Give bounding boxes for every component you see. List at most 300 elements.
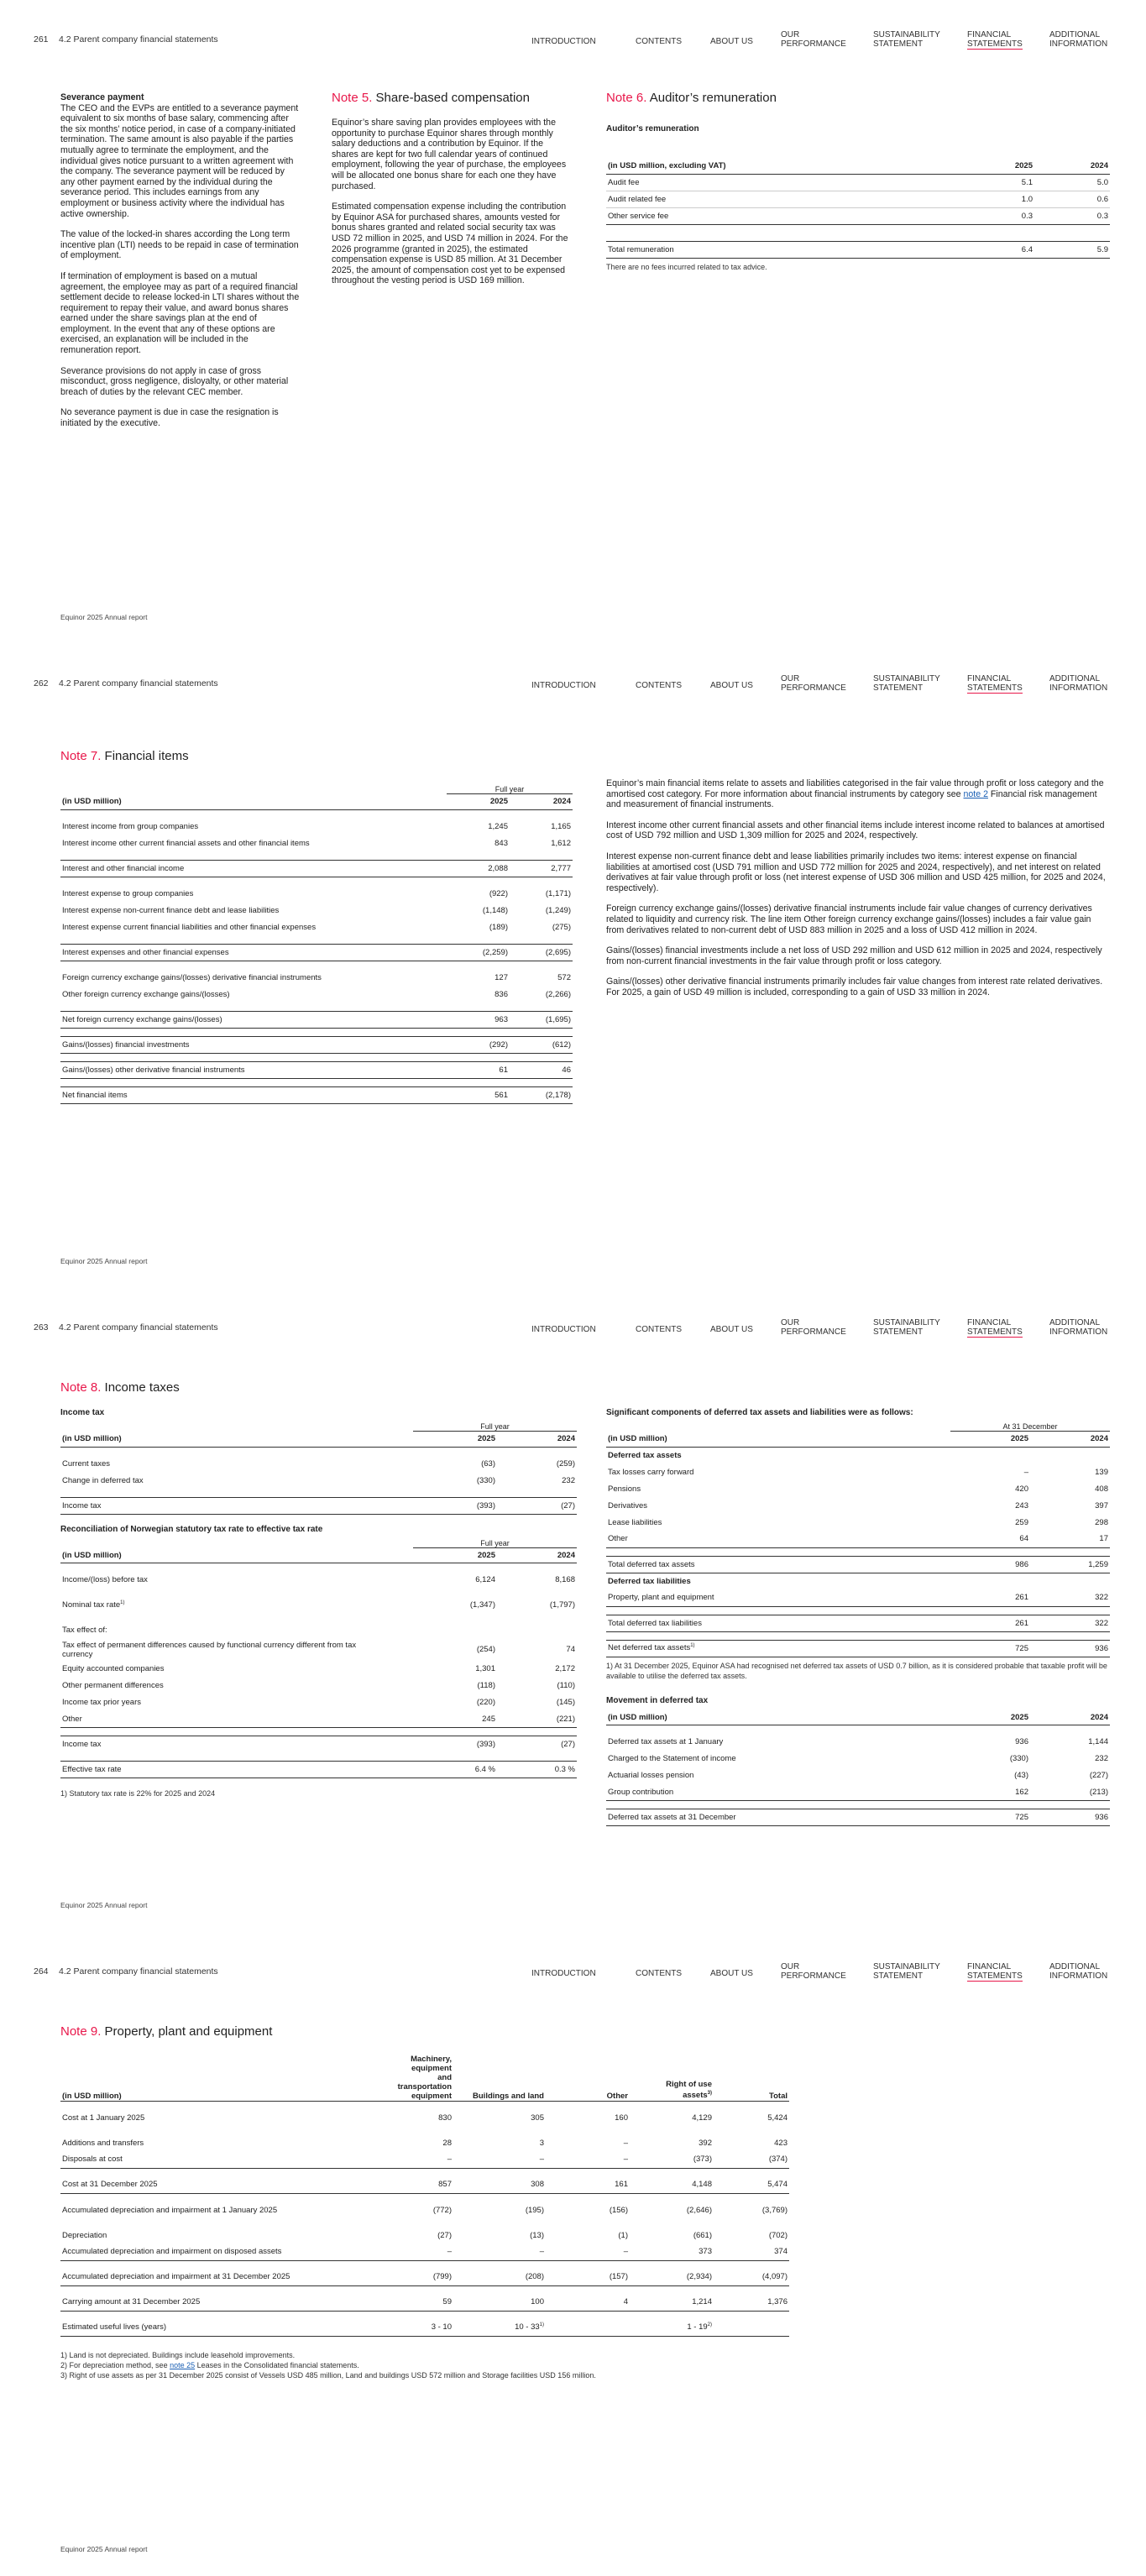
table-row <box>60 1572 577 1589</box>
table-row <box>60 2244 789 2260</box>
cell-text: 308 <box>531 2180 544 2190</box>
table-title: Reconciliation of Norwegian statutory tax rate to effective tax rate <box>60 1524 323 1534</box>
cell <box>60 2319 395 2336</box>
cell: 64 <box>1019 1534 1028 1544</box>
cell-text: Carrying amount at 31 December 2025 <box>62 2297 201 2307</box>
paragraph: Equinor’s share saving plan provides employees with the opportunity to purchase Equinor shares through monthly salary deductions and a contribution by Equinor. If the shares are kept for two full calendar years of continued employment, following the year of purchase, the employees will be allocated one bonus share for each one they have purchased. <box>332 118 567 191</box>
nav-our-performance[interactable]: OUR PERFORMANCE <box>781 674 846 693</box>
cell-text: 160 <box>615 2113 628 2123</box>
nav-contents[interactable]: CONTENTS <box>636 681 682 690</box>
cell <box>60 2134 395 2151</box>
cell <box>395 2202 453 2218</box>
cell: (110) <box>557 1681 575 1690</box>
cell-text: Additions and transfers <box>62 2138 144 2148</box>
table-row <box>60 2227 789 2244</box>
cell: Actuarial losses pension <box>608 1771 694 1780</box>
cell <box>714 2244 789 2260</box>
cell-text: (195) <box>525 2205 544 2215</box>
nav-about-us[interactable]: ABOUT US <box>710 1325 753 1334</box>
cell: Charged to the Statement of income <box>608 1754 736 1763</box>
cell: Foreign currency exchange gains/(losses) derivative financial instruments <box>62 972 322 982</box>
table-row <box>60 902 573 919</box>
nav-introduction[interactable]: INTRODUCTION <box>531 681 596 690</box>
footnote: 1) At 31 December 2025, Equinor ASA had recognised net deferred tax assets of USD 0.7 billion, as it is considered probable that taxable profit will be available to utilise the deferred tax assets. <box>606 1661 1107 1680</box>
cell: Gains/(losses) financial investments <box>60 1036 447 1053</box>
cell <box>546 2269 630 2285</box>
page-number: 264 <box>34 1966 49 1977</box>
cell: 298 <box>1095 1517 1108 1527</box>
total-row <box>60 1061 573 1078</box>
cell: 2,777 <box>510 860 573 877</box>
cell: 245 <box>482 1714 495 1724</box>
cell: (330) <box>476 1475 495 1485</box>
cell: (254) <box>476 1645 495 1654</box>
cell: (1,797) <box>549 1600 575 1610</box>
page-262 <box>0 644 1146 1288</box>
severance-heading: Severance payment <box>60 92 144 102</box>
cell-text: – <box>447 2155 452 2165</box>
table-row <box>606 1514 1110 1531</box>
cell: 139 <box>1095 1467 1108 1477</box>
cell: 46 <box>510 1061 573 1078</box>
cell <box>453 2319 546 2336</box>
nav-additional-information[interactable]: ADDITIONAL INFORMATION <box>1049 30 1108 49</box>
cell: 232 <box>1095 1754 1108 1763</box>
cell: Total deferred tax assets <box>606 1556 950 1573</box>
total-row <box>60 1011 573 1028</box>
page-number: 262 <box>34 678 49 689</box>
note6-title <box>606 91 777 105</box>
cell-text: (702) <box>768 2230 788 2240</box>
paragraph: Severance provisions do not apply in case of gross misconduct, gross negligence, disloyalty, or other material breach of duties by the relevant CEC member. <box>60 365 289 397</box>
cell: 6.4 <box>959 241 1034 258</box>
cell: (922) <box>489 888 508 898</box>
table-row <box>60 986 573 1003</box>
cell-text: Net deferred tax assets <box>608 1643 691 1653</box>
cell: (27) <box>497 1736 577 1753</box>
severance-section <box>60 92 300 439</box>
paragraph: The value of the locked-in shares according the Long term incentive plan (LTI) needs to be repaid in case of termination of employment. <box>60 229 299 261</box>
movement-table <box>606 1710 1110 1827</box>
cell: Equity accounted companies <box>62 1664 165 1673</box>
paragraph <box>606 778 1110 810</box>
cell: 74 <box>566 1645 575 1654</box>
header-cell: 2025 <box>413 1548 497 1563</box>
header-cell: 2025 <box>959 159 1034 174</box>
cell <box>453 2227 546 2244</box>
header-cell: 2025 <box>950 1710 1030 1725</box>
cell: (1,695) <box>510 1011 573 1028</box>
cell <box>453 2244 546 2260</box>
note-link[interactable]: note 25 <box>170 2360 196 2369</box>
cell <box>546 2294 630 2311</box>
cell: 397 <box>1095 1500 1108 1511</box>
cell <box>395 2151 453 2168</box>
table-row <box>606 1531 1110 1547</box>
cell: 1,245 <box>488 821 508 831</box>
cell-text: – <box>447 2247 452 2257</box>
cell: Income tax <box>60 1497 413 1514</box>
cell: 2,088 <box>447 860 510 877</box>
cell: 243 <box>1015 1500 1028 1511</box>
text: Equinor’s main financial items relate to assets and liabilities categorised in the fair value through profit or loss category and the amortised cost category. For more information about financial instruments by category see <box>606 778 1104 799</box>
section-title[interactable]: 4.2 Parent company financial statements <box>59 678 218 689</box>
page-footer: Equinor 2025 Annual report <box>60 1257 148 1265</box>
cell: 17 <box>1099 1534 1108 1544</box>
header-cell: 2025 <box>447 794 510 809</box>
footnote: 1) Statutory tax rate is 22% for 2025 and 2024 <box>60 1789 216 1798</box>
table-note: There are no fees incurred related to tax advice. <box>606 262 767 271</box>
cell: 5.9 <box>1034 241 1110 258</box>
nav-our-performance[interactable]: OUR PERFORMANCE <box>781 1318 846 1337</box>
cell: Group contribution <box>608 1787 674 1797</box>
cell-text: 59 <box>442 2297 452 2307</box>
cell: Net financial items <box>60 1086 447 1103</box>
header-text: Right of use assets <box>666 2080 712 2101</box>
page-number: 263 <box>34 1322 49 1333</box>
table-row <box>60 1597 577 1614</box>
income-tax-block <box>60 1408 577 1798</box>
section-title[interactable]: 4.2 Parent company financial statements <box>59 1322 218 1333</box>
note-title-text: Property, plant and equipment <box>104 2024 273 2039</box>
header-cell: (in USD million) <box>60 1432 413 1447</box>
cell: 936 <box>1030 1640 1110 1657</box>
table-row <box>60 1661 577 1678</box>
nav-sustainability[interactable]: SUSTAINABILITY STATEMENT <box>873 30 940 49</box>
table-row <box>60 818 573 835</box>
nav-our-performance[interactable]: OUR PERFORMANCE <box>781 1962 846 1981</box>
cell-text: 392 <box>699 2138 712 2148</box>
cell-text: Accumulated depreciation and impairment at 1 January 2025 <box>62 2205 278 2215</box>
cell <box>630 2227 714 2244</box>
cell-text: (208) <box>525 2272 544 2282</box>
nav-additional-information[interactable]: ADDITIONAL INFORMATION <box>1049 1962 1108 1981</box>
cell: Other service fee <box>608 211 669 221</box>
cell: 5.1 <box>1021 177 1033 187</box>
note7-text <box>606 778 1110 1008</box>
cell <box>453 2151 546 2168</box>
nav-about-us[interactable]: ABOUT US <box>710 681 753 690</box>
nav-financial-statements[interactable]: FINANCIAL STATEMENTS <box>967 1318 1023 1337</box>
paragraph: Gains/(losses) financial investments include a net loss of USD 292 million and USD 612 million in 2025 and 2024, respectively from non-current financial investments in the fair value through profit or loss category. <box>606 945 1102 966</box>
nav-our-performance[interactable]: OUR PERFORMANCE <box>781 30 846 49</box>
cell-text: Cost at 1 January 2025 <box>62 2113 145 2123</box>
table-header <box>606 1432 1110 1447</box>
cell <box>395 2319 453 2336</box>
cell: (43) <box>1014 1771 1028 1780</box>
cell-text: (1) <box>618 2230 628 2240</box>
table-title: Income tax <box>60 1408 105 1417</box>
nav-additional-information[interactable]: ADDITIONAL INFORMATION <box>1049 674 1108 693</box>
table-row <box>606 1497 1110 1514</box>
header-cell: (in USD million, excluding VAT) <box>606 159 959 174</box>
total-row <box>60 860 573 877</box>
paragraph: Estimated compensation expense including the contribution by Equinor ASA for purchased shares, amounts vested for bonus shares granted and related social security tax was USD 72 million in 2025, and USD 74 million in 2024. For the 2026 programme (granted in 2025), the estimated compensation expense is USD 85 million. At 31 December 2025, the amount of compensation cost yet to be expensed throughout the vesting period is USD 169 million. <box>332 202 568 286</box>
table-row <box>60 1622 577 1639</box>
note-title-text: Financial items <box>104 749 189 763</box>
note-link[interactable]: note 2 <box>963 788 988 799</box>
cell <box>714 2227 789 2244</box>
table-title: Significant components of deferred tax assets and liabilities were as follows: <box>606 1408 913 1417</box>
nav-about-us[interactable]: ABOUT US <box>710 1969 753 1978</box>
table-row <box>60 2151 789 2168</box>
table-row <box>60 2202 789 2218</box>
header-cell: 2024 <box>510 794 573 809</box>
cell-text: 830 <box>438 2113 452 2123</box>
nav-financial-statements[interactable]: FINANCIAL STATEMENTS <box>967 1962 1023 1981</box>
cell-text: (2,646) <box>686 2205 712 2215</box>
total-row <box>60 1036 573 1053</box>
page-261 <box>0 0 1146 644</box>
section-title[interactable]: 4.2 Parent company financial statements <box>59 1966 218 1977</box>
cell: 572 <box>557 972 571 982</box>
cell: Other foreign currency exchange gains/(losses) <box>62 989 230 999</box>
header-cell: 2024 <box>1030 1432 1110 1447</box>
cell-text: 423 <box>774 2138 788 2148</box>
cell <box>395 2109 453 2126</box>
table-row <box>606 1589 1110 1606</box>
cell: (1,347) <box>469 1600 495 1610</box>
cell: Deferred tax liabilities <box>608 1576 691 1586</box>
note-title-text: Auditor’s remuneration <box>649 91 777 105</box>
cell <box>630 2244 714 2260</box>
header-cell: 2025 <box>950 1432 1030 1447</box>
cell-text: (799) <box>432 2272 452 2282</box>
cell <box>395 2269 453 2285</box>
cell: 936 <box>1015 1737 1028 1746</box>
cell-text: 28 <box>442 2138 452 2148</box>
cell <box>630 2176 714 2193</box>
cell-text: 857 <box>438 2180 452 2190</box>
footnote-ref: 1) <box>120 1600 125 1605</box>
header-cell: (in USD million) <box>606 1710 950 1725</box>
cell: (145) <box>556 1698 575 1707</box>
income-tax-table <box>60 1432 577 1515</box>
table-row <box>606 1751 1110 1767</box>
total-row <box>606 241 1110 258</box>
cell: Other <box>608 1534 628 1544</box>
text: Financial risk management and measurement of financial instruments. <box>606 788 1097 810</box>
cell: (27) <box>497 1497 577 1514</box>
cell: Interest and other financial income <box>60 860 447 877</box>
cell <box>714 2294 789 2311</box>
cell: 0.3 <box>1096 211 1108 221</box>
cell-text: 5,474 <box>767 2180 788 2190</box>
cell: Total remuneration <box>606 241 959 258</box>
table-row <box>606 191 1110 207</box>
nav-contents[interactable]: CONTENTS <box>636 37 682 46</box>
nav-sustainability[interactable]: SUSTAINABILITY STATEMENT <box>873 1962 940 1981</box>
note-number: Note 8. <box>60 1380 102 1395</box>
section-title[interactable]: 4.2 Parent company financial statements <box>59 34 218 45</box>
cell-text: 4 <box>623 2297 628 2307</box>
cell <box>453 2134 546 2151</box>
cell-text: 4,129 <box>692 2113 712 2123</box>
cell <box>546 2319 630 2336</box>
header-cell: 2024 <box>497 1548 577 1563</box>
page-footer: Equinor 2025 Annual report <box>60 613 148 621</box>
cell: 6,124 <box>475 1575 495 1584</box>
cell: Change in deferred tax <box>62 1475 144 1485</box>
cell-text: 1 - 19 <box>687 2322 708 2333</box>
cell <box>546 2176 630 2193</box>
header-cell: 2024 <box>497 1432 577 1447</box>
cell: 261 <box>1015 1593 1028 1603</box>
nav-introduction[interactable]: INTRODUCTION <box>531 37 596 46</box>
cell-text: Nominal tax rate <box>62 1600 121 1610</box>
note-number: Note 6. <box>606 91 647 105</box>
nav-introduction[interactable]: INTRODUCTION <box>531 1969 596 1978</box>
cell: – <box>1023 1467 1028 1477</box>
table-row <box>60 1694 577 1711</box>
cell: 408 <box>1095 1484 1108 1494</box>
header-cell: (in USD million) <box>60 1548 413 1563</box>
cell: (393) <box>413 1736 497 1753</box>
cell: (220) <box>476 1698 495 1707</box>
cell <box>453 2109 546 2126</box>
header-cell: (in USD million) <box>60 2054 395 2101</box>
cell <box>60 2109 395 2126</box>
table-row <box>60 2176 789 2193</box>
table-row <box>60 2294 789 2311</box>
cell-text: (3,769) <box>761 2205 788 2215</box>
cell-text: 1,376 <box>767 2297 788 2307</box>
table-row <box>606 1784 1110 1801</box>
cell-text: Estimated useful lives (years) <box>62 2322 167 2333</box>
cell <box>630 2151 714 2168</box>
total-row <box>60 1497 577 1514</box>
cell: 127 <box>495 972 508 982</box>
cell-text: 3 <box>539 2138 544 2148</box>
cell: Interest income other current financial assets and other financial items <box>62 838 310 848</box>
note8-title <box>60 1380 180 1395</box>
nav-additional-information[interactable]: ADDITIONAL INFORMATION <box>1049 1318 1108 1337</box>
cell: 232 <box>562 1475 575 1485</box>
cell: 162 <box>1015 1787 1028 1797</box>
nav-sustainability[interactable]: SUSTAINABILITY STATEMENT <box>873 674 940 693</box>
footnote: 3) Right of use assets as per 31 December 2025 consist of Vessels USD 485 million, Land and buildings USD 572 million and Storage facilities USD 156 million. <box>60 2370 596 2380</box>
cell <box>453 2202 546 2218</box>
cell-text: 305 <box>531 2113 544 2123</box>
cell-text: (4,097) <box>761 2272 788 2282</box>
cell: 936 <box>1030 1809 1110 1826</box>
cell-text: Accumulated depreciation and impairment at 31 December 2025 <box>62 2272 290 2282</box>
footnote-ref: 3) <box>707 2091 712 2097</box>
text: Leases in the Consolidated financial statements. <box>195 2360 359 2369</box>
cell: 836 <box>495 989 508 999</box>
cell-text: 10 - 33 <box>515 2322 540 2333</box>
cell: (2,695) <box>510 944 573 961</box>
full-year-label: Full year <box>447 785 573 794</box>
cell <box>630 2202 714 2218</box>
cell: Total deferred tax liabilities <box>606 1615 950 1631</box>
cell: (275) <box>552 922 571 932</box>
cell-text: Accumulated depreciation and impairment on disposed assets <box>62 2247 282 2257</box>
cell-text: (156) <box>609 2205 628 2215</box>
paragraph: No severance payment is due in case the resignation is initiated by the executive. <box>60 407 279 429</box>
cell: Income tax prior years <box>62 1698 141 1707</box>
page-footer: Equinor 2025 Annual report <box>60 2545 148 2553</box>
cell: 0.3 % <box>497 1762 577 1778</box>
note-title-text: Share-based compensation <box>375 91 530 105</box>
paragraph: The CEO and the EVPs are entitled to a severance payment equivalent to six months of base salary, commencing after the six months’ notice period, in case of a company-initiated termination. The same amount is also payable if the parties mutually agree to terminate the employment, and the individual gives notice pursuant to a written agreement with the company. The severance payment will be reduced by any other payment earned by the individual during the severance period. This includes earnings from any employment or business activity where the individual has active ownership. <box>60 102 299 219</box>
cell: 986 <box>950 1556 1030 1573</box>
total-row <box>606 1809 1110 1826</box>
paragraph: Interest income other current financial assets and other financial items include interest income related to balances at amortised cost of USD 792 million and USD 1,309 million for 2025 and 2024, respectively. <box>606 819 1105 841</box>
table-row <box>606 207 1110 224</box>
auditor-table-block <box>606 124 1110 272</box>
cell-text: 1,214 <box>692 2297 712 2307</box>
table-row <box>60 2109 789 2126</box>
cell-text: – <box>539 2247 544 2257</box>
nav-introduction[interactable]: INTRODUCTION <box>531 1325 596 1334</box>
footnote: 1) Land is not depreciated. Buildings include leasehold improvements. <box>60 2350 296 2359</box>
cell: 0.3 <box>1021 211 1033 221</box>
cell: (259) <box>556 1458 575 1469</box>
cell: Other permanent differences <box>62 1681 164 1690</box>
table-row <box>60 1678 577 1694</box>
cell-text: (157) <box>609 2272 628 2282</box>
header-cell: (in USD million) <box>60 794 447 809</box>
cell <box>60 2294 395 2311</box>
cell-text: 373 <box>699 2247 712 2257</box>
cell: 61 <box>447 1061 510 1078</box>
cell <box>60 2244 395 2260</box>
table-header <box>60 1432 577 1447</box>
nav-contents[interactable]: CONTENTS <box>636 1325 682 1334</box>
cell: (227) <box>1089 1771 1108 1780</box>
table-row <box>606 174 1110 191</box>
nav-contents[interactable]: CONTENTS <box>636 1969 682 1978</box>
cell <box>714 2269 789 2285</box>
footnote-ref: 1) <box>690 1643 695 1649</box>
cell: (393) <box>413 1497 497 1514</box>
table-row <box>606 1463 1110 1480</box>
header-cell: Total <box>714 2054 789 2101</box>
cell <box>546 2134 630 2151</box>
footnotes <box>60 2350 789 2380</box>
header-cell: 2024 <box>1034 159 1110 174</box>
nav-about-us[interactable]: ABOUT US <box>710 37 753 46</box>
cell: 725 <box>950 1809 1030 1826</box>
cell: Deferred tax assets at 31 December <box>606 1809 950 1826</box>
cell: (2,266) <box>545 989 571 999</box>
table-header <box>606 159 1110 174</box>
nav-sustainability[interactable]: SUSTAINABILITY STATEMENT <box>873 1318 940 1337</box>
paragraph: Gains/(losses) other derivative financial instruments primarily includes fair value changes from interest rate related derivatives. For 2025, a gain of USD 49 million is included, corresponding to a gain of USD 33 million in 2024. <box>606 976 1103 997</box>
cell <box>453 2176 546 2193</box>
cell: 5.0 <box>1096 177 1108 187</box>
cell: Audit fee <box>608 177 640 187</box>
table-row <box>606 1767 1110 1784</box>
cell: 1,144 <box>1088 1737 1108 1746</box>
cell: Interest expense current financial liabilities and other financial expenses <box>62 922 317 932</box>
cell <box>714 2202 789 2218</box>
cell: (213) <box>1089 1787 1108 1797</box>
paragraph: Foreign currency exchange gains/(losses) derivative financial instruments include fair value changes of currency derivatives related to liquidity and currency risk. The line item Other foreign currency exchange gains/(losses) includes a fair value gain from derivatives related to non-current debt of USD 883 million in 2025 and a loss of USD 412 million in 2024. <box>606 903 1092 935</box>
financial-items-table-block <box>60 785 573 1104</box>
nav-financial-statements[interactable]: FINANCIAL STATEMENTS <box>967 30 1023 49</box>
header-cell: (in USD million) <box>606 1432 950 1447</box>
header-cell: Machinery, equipment and transportation equipment <box>395 2054 453 2101</box>
at-december-label: At 31 December <box>950 1422 1110 1432</box>
total-row <box>606 1640 1110 1657</box>
cell: (63) <box>481 1458 495 1469</box>
cell: Interest expenses and other financial expenses <box>60 944 447 961</box>
cell: Interest expense non-current finance debt and lease liabilities <box>62 905 280 915</box>
nav-financial-statements[interactable]: FINANCIAL STATEMENTS <box>967 674 1023 693</box>
cell <box>395 2227 453 2244</box>
